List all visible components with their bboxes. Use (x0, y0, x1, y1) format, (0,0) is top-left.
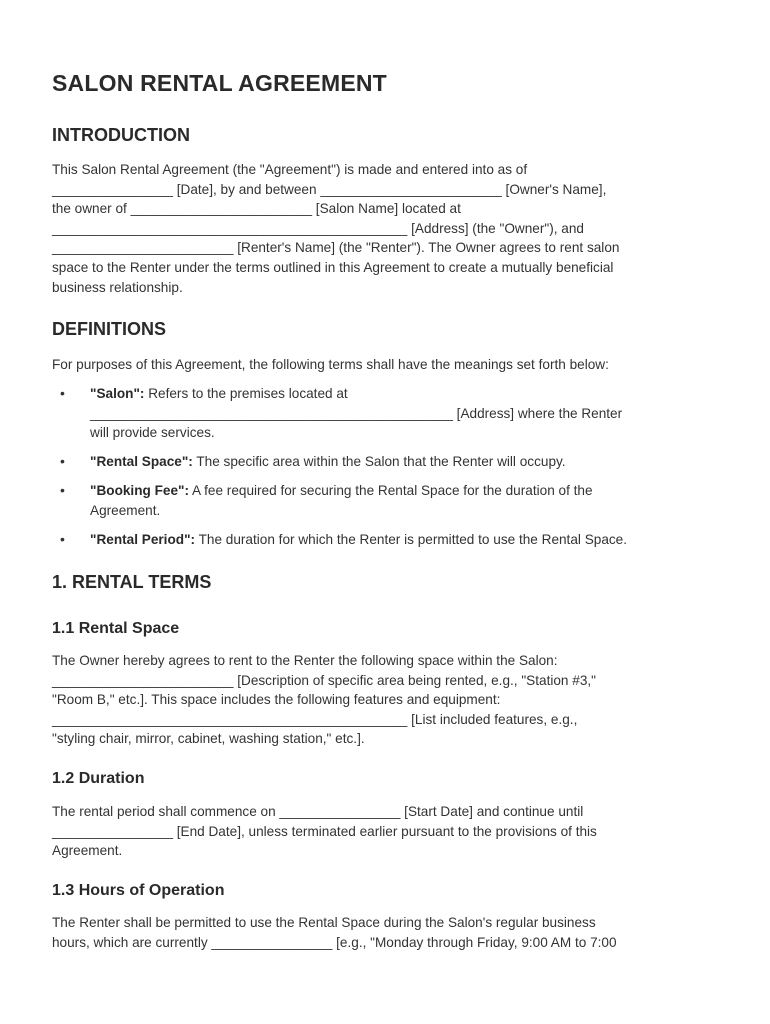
introduction-line: ________________ [Date], by and between ________________________ [Owner's Name], (52, 181, 607, 197)
rental-space-line: "styling chair, mirror, cabinet, washing station," etc.]. (52, 731, 365, 747)
hours-line: The Renter shall be permitted to use the Rental Space during the Salon's regular business (52, 915, 596, 930)
definition-text: Agreement. (90, 502, 161, 518)
introduction-line: space to the Renter under the terms outlined in this Agreement to create a mutually beneficial (52, 259, 614, 275)
duration-paragraph (52, 802, 720, 861)
definition-term: "Salon": (90, 386, 145, 401)
rental-space-heading: 1.1 Rental Space (52, 620, 180, 637)
introduction-line: the owner of ________________________ [Salon Name] located at (52, 201, 461, 217)
rental-terms-heading: 1. RENTAL TERMS (52, 572, 212, 592)
definition-term: "Booking Fee": (90, 483, 189, 498)
definitions-intro: For purposes of this Agreement, the following terms shall have the meanings set forth below: (52, 357, 609, 372)
rental-space-line: "Room B," etc.]. This space includes the following features and equipment: (52, 692, 501, 708)
bullet-icon: • (60, 531, 65, 547)
document-title: SALON RENTAL AGREEMENT (52, 70, 387, 96)
definitions-heading: DEFINITIONS (52, 319, 167, 339)
rental-space-line: ________________________ [Description of specific area being rented, e.g., "Station #3," (52, 672, 596, 688)
definition-text: ________________________________________________ [Address] where the Renter (90, 405, 623, 421)
duration-line: Agreement. (52, 843, 123, 859)
definition-text: Refers to the premises located at (144, 386, 348, 401)
definition-text: will provide services. (90, 425, 215, 441)
rental-space-paragraph (52, 651, 720, 749)
rental-space-line: _______________________________________________ [List included features, e.g., (52, 711, 578, 727)
introduction-line: ________________________ [Renter's Name] (the "Renter"). The Owner agrees to rent salon (52, 240, 620, 256)
bullet-icon: • (60, 385, 65, 401)
definition-term: "Rental Space": (90, 454, 193, 469)
introduction-line: This Salon Rental Agreement (the "Agreement") is made and entered into as of (52, 162, 528, 177)
bullet-icon: • (60, 482, 65, 498)
duration-line: ________________ [End Date], unless terminated earlier pursuant to the provisions of this (52, 823, 597, 839)
hours-line: hours, which are currently ________________ [e.g., "Monday through Friday, 9:00 AM to 7:00 (52, 934, 617, 950)
duration-line: The rental period shall commence on ________________ [Start Date] and continue until (52, 804, 584, 819)
introduction-line: business relationship. (52, 279, 183, 295)
introduction-heading: INTRODUCTION (52, 125, 190, 145)
definition-text: A fee required for securing the Rental Space for the duration of the (189, 483, 593, 498)
hours-paragraph (52, 913, 720, 952)
rental-space-line: The Owner hereby agrees to rent to the Renter the following space within the Salon: (52, 653, 558, 668)
definition-text: The duration for which the Renter is permitted to use the Rental Space. (195, 532, 628, 547)
duration-heading: 1.2 Duration (52, 770, 145, 787)
hours-heading: 1.3 Hours of Operation (52, 882, 225, 899)
bullet-icon: • (60, 453, 65, 469)
introduction-line: _______________________________________________ [Address] (the "Owner"), and (52, 220, 584, 236)
definition-text: The specific area within the Salon that the Renter will occupy. (192, 454, 566, 469)
introduction-paragraph (52, 160, 720, 297)
definition-term: "Rental Period": (90, 532, 196, 547)
